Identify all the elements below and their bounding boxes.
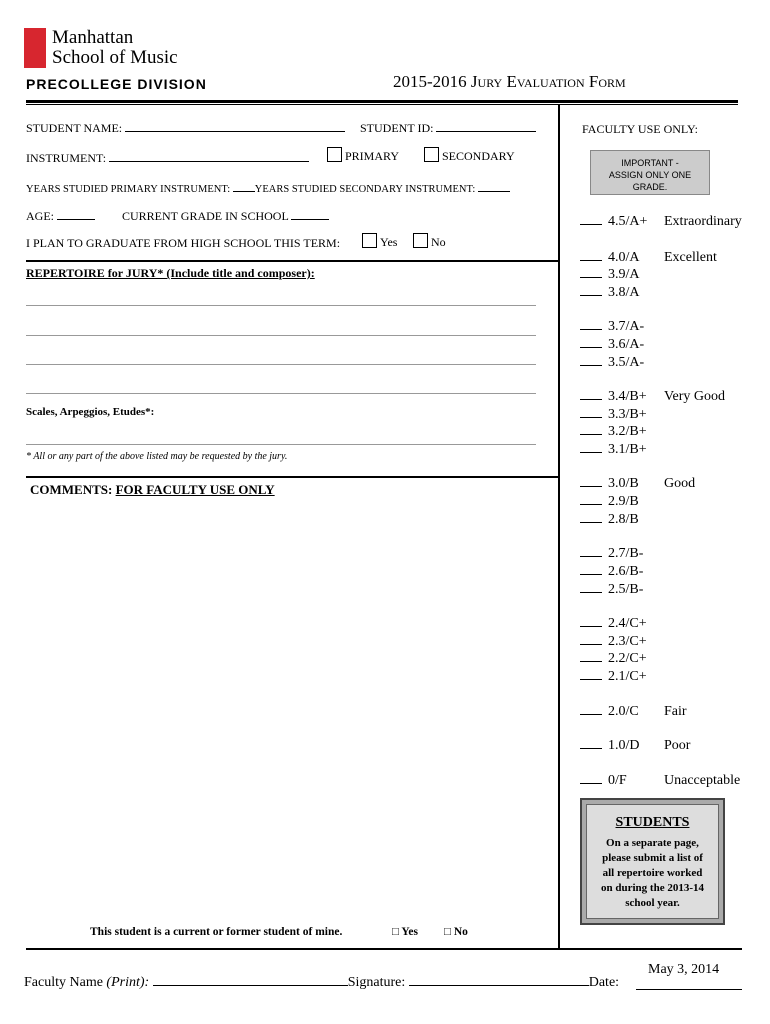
students-line: please submit a list of (602, 852, 703, 864)
important-line: GRADE. (632, 182, 668, 192)
jury-note: * All or any part of the above listed may be requested by the jury. (26, 451, 288, 462)
years-secondary-label: YEARS STUDIED SECONDARY INSTRUMENT: (254, 184, 476, 195)
grade-blank[interactable] (580, 319, 602, 330)
logo-division: PRECOLLEGE DIVISION (26, 76, 207, 92)
grade-option[interactable] (580, 267, 664, 283)
students-line: on during the 2013-14 (601, 882, 704, 894)
grade-option[interactable] (580, 250, 717, 266)
grade-value: 2.6/B- (608, 564, 644, 579)
grade-option[interactable] (580, 546, 664, 562)
grade-value: 3.1/B+ (608, 442, 647, 457)
grade-blank[interactable] (580, 442, 602, 453)
repertoire-line[interactable] (26, 335, 536, 336)
students-line: all repertoire worked (602, 867, 703, 879)
grade-option[interactable] (580, 512, 664, 528)
grade-blank[interactable] (580, 337, 602, 348)
grade-label: Poor (664, 738, 691, 753)
grade-value: 2.8/B (608, 512, 639, 527)
secondary-label: SECONDARY (442, 149, 515, 163)
print-label: (Print): (106, 975, 150, 990)
graduate-yes-label: Yes (380, 235, 398, 249)
faculty-name-input[interactable] (153, 972, 348, 986)
grade-value: 3.4/B+ (608, 389, 647, 404)
grade-blank[interactable] (580, 476, 602, 487)
grade-blank[interactable] (580, 424, 602, 435)
graduate-no-label: No (431, 235, 446, 249)
secondary-option[interactable] (424, 147, 515, 164)
grade-blank[interactable] (580, 250, 602, 261)
grade-blank[interactable] (580, 669, 602, 680)
grade-blank[interactable] (580, 214, 602, 225)
graduate-yes-checkbox[interactable] (362, 233, 377, 248)
primary-checkbox[interactable] (327, 147, 342, 162)
grade-row (122, 208, 329, 224)
grade-option[interactable] (580, 738, 690, 754)
grade-value: 3.0/B (608, 476, 639, 491)
grade-blank[interactable] (580, 407, 602, 418)
grade-option[interactable] (580, 651, 664, 667)
grade-option[interactable] (580, 355, 664, 371)
repertoire-line[interactable] (26, 305, 536, 306)
student-name-label: STUDENT NAME: (26, 121, 123, 135)
repertoire-heading: REPERTOIRE for JURY* (Include title and composer): (26, 266, 315, 280)
grade-blank[interactable] (580, 285, 602, 296)
students-inner (586, 804, 719, 919)
grade-value: 3.3/B+ (608, 407, 647, 422)
age-row (26, 208, 95, 224)
primary-label: PRIMARY (345, 149, 400, 163)
grade-blank[interactable] (580, 582, 602, 593)
student-id-label: STUDENT ID: (360, 121, 434, 135)
grade-value: 2.1/C+ (608, 669, 647, 684)
date-value[interactable]: May 3, 2014 (648, 962, 720, 977)
grade-value: 3.9/A (608, 267, 640, 282)
years-primary-input[interactable] (233, 180, 255, 192)
grade-value: 3.8/A (608, 285, 640, 300)
grade-blank[interactable] (580, 738, 602, 749)
date-line (636, 989, 742, 990)
grade-value: 2.7/B- (608, 546, 644, 561)
grade-blank[interactable] (580, 651, 602, 662)
grade-option[interactable] (580, 389, 725, 405)
important-line: IMPORTANT - (621, 158, 679, 168)
faculty-name-label: Faculty Name (24, 975, 103, 990)
grade-blank[interactable] (580, 616, 602, 627)
grade-label: Good (664, 476, 696, 491)
grade-value: 3.7/A- (608, 319, 645, 334)
age-label: AGE: (26, 209, 54, 223)
years-row (26, 180, 510, 195)
grade-value: 4.0/A (608, 250, 640, 265)
scales-label: Scales, Arpeggios, Etudes*: (26, 406, 155, 418)
comments-label: COMMENTS: (30, 482, 113, 497)
grade-blank[interactable] (580, 773, 602, 784)
graduate-yes[interactable] (362, 233, 397, 250)
age-input[interactable] (57, 208, 95, 220)
grade-label: Excellent (664, 250, 717, 265)
instrument-input[interactable] (109, 150, 309, 162)
grade-option[interactable] (580, 669, 664, 685)
grade-option[interactable] (580, 442, 664, 458)
grade-option[interactable] (580, 337, 664, 353)
grade-option[interactable] (580, 407, 664, 423)
grade-option[interactable] (580, 494, 664, 510)
logo-mark (24, 28, 46, 68)
primary-option[interactable] (327, 147, 399, 164)
repertoire-line[interactable] (26, 393, 536, 394)
current-grade-label: CURRENT GRADE IN SCHOOL (122, 209, 289, 223)
grade-option[interactable] (580, 319, 664, 335)
date-label: Date: (588, 975, 620, 990)
page-title: 2015-2016 Jury Evaluation Form (393, 72, 626, 91)
graduate-no[interactable] (413, 233, 446, 250)
grade-option[interactable] (580, 476, 695, 492)
years-primary-label: YEARS STUDIED PRIMARY INSTRUMENT: (26, 184, 231, 195)
instrument-label: INSTRUMENT: (26, 151, 107, 165)
graduate-label: I PLAN TO GRADUATE FROM HIGH SCHOOL THIS TERM: (26, 236, 341, 250)
signature-input[interactable] (409, 972, 589, 986)
scales-line[interactable] (26, 444, 536, 445)
grade-label: Unacceptable (664, 773, 741, 788)
repertoire-line[interactable] (26, 364, 536, 365)
grade-blank[interactable] (580, 267, 602, 278)
grade-blank[interactable] (580, 564, 602, 575)
rule-repertoire (26, 260, 558, 262)
current-student-yes[interactable]: □ Yes (392, 926, 419, 938)
student-name-row (26, 120, 345, 136)
grade-blank[interactable] (580, 634, 602, 645)
rule-footer (26, 948, 742, 950)
grade-option[interactable] (580, 424, 664, 440)
grade-blank[interactable] (580, 546, 602, 557)
grade-value: 3.5/A- (608, 355, 645, 370)
current-student-text: This student is a current or former student of mine. (90, 926, 343, 938)
students-heading: STUDENTS (615, 815, 690, 830)
graduate-row (26, 236, 340, 251)
graduate-no-checkbox[interactable] (413, 233, 428, 248)
grade-option[interactable] (580, 616, 664, 632)
grade-value: 2.2/C+ (608, 651, 647, 666)
student-id-input[interactable] (436, 120, 536, 132)
grade-blank[interactable] (580, 704, 602, 715)
logo-line1: Manhattan (52, 27, 134, 48)
grade-option[interactable] (580, 285, 664, 301)
grade-option[interactable] (580, 704, 687, 720)
comments-area[interactable] (30, 505, 550, 915)
grade-option[interactable] (580, 564, 664, 580)
faculty-name-row (24, 972, 619, 991)
top-rule (26, 100, 738, 103)
grade-value: 2.9/B (608, 494, 639, 509)
grade-value: 4.5/A+ (608, 214, 648, 229)
grade-blank[interactable] (580, 355, 602, 366)
grade-value: 0/F (608, 773, 627, 788)
grade-value: 2.4/C+ (608, 616, 647, 631)
student-id-row (360, 120, 536, 136)
grade-label: Fair (664, 704, 687, 719)
grade-label: Very Good (664, 389, 726, 404)
important-note (590, 150, 710, 195)
students-line: school year. (625, 897, 680, 909)
grade-value: 3.2/B+ (608, 424, 647, 439)
grade-value: 2.3/C+ (608, 634, 647, 649)
grade-value: 2.5/B- (608, 582, 644, 597)
grade-blank[interactable] (580, 512, 602, 523)
secondary-checkbox[interactable] (424, 147, 439, 162)
grade-blank[interactable] (580, 389, 602, 400)
grade-option[interactable] (580, 582, 664, 598)
top-rule-thin (26, 104, 738, 105)
grade-option[interactable] (580, 634, 664, 650)
rule-comments (26, 476, 558, 478)
instrument-row (26, 150, 309, 166)
comments-heading (30, 482, 275, 498)
years-secondary-input[interactable] (478, 180, 510, 192)
faculty-use-heading: FACULTY USE ONLY: (582, 122, 698, 136)
student-name-input[interactable] (125, 120, 345, 132)
students-box (580, 798, 725, 925)
column-divider (558, 104, 560, 949)
grade-option[interactable] (580, 773, 740, 789)
grade-label: Extraordinary (664, 214, 742, 229)
signature-label: Signature: (347, 975, 406, 990)
comments-underline: FOR FACULTY USE ONLY (115, 482, 275, 497)
grade-value: 2.0/C (608, 704, 639, 719)
grade-blank[interactable] (580, 494, 602, 505)
current-grade-input[interactable] (291, 208, 329, 220)
logo-line2: School of Music (52, 47, 178, 68)
important-line: ASSIGN ONLY ONE (608, 170, 692, 180)
current-student-no[interactable]: □ No (444, 926, 468, 938)
grade-value: 1.0/D (608, 738, 640, 753)
grade-value: 3.6/A- (608, 337, 645, 352)
students-line: On a separate page, (606, 837, 699, 849)
grade-option[interactable] (580, 214, 742, 230)
